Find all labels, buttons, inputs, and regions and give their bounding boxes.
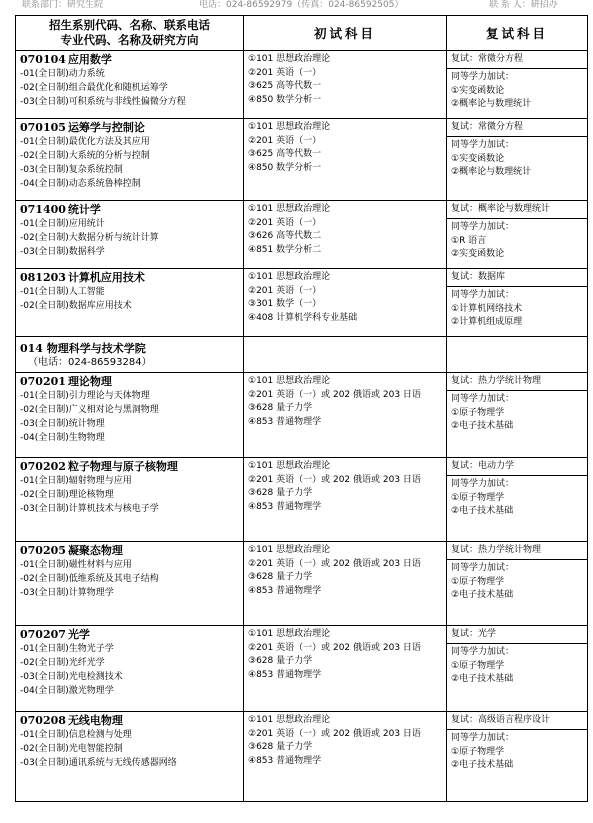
extra-test-subject: ②电子技术基础 — [451, 674, 514, 685]
col-header-program-line2: 专业代码、名称及研究方向 — [60, 33, 199, 47]
exam-subject: ②201 英语（一） — [248, 67, 322, 78]
research-direction: -02(全日制)理论核物理 — [20, 490, 114, 500]
initial-exam-cell — [244, 712, 447, 802]
exam-subject: ③628 量子力学 — [248, 572, 313, 583]
exam-subject: ①101 思想政治理论 — [248, 204, 331, 214]
exam-subject: ④850 数学分析一 — [248, 94, 322, 105]
major-name: 凝聚态物理 — [67, 544, 123, 557]
extra-test-subject: ②电子技术基础 — [451, 760, 514, 771]
major-code: 070202 — [20, 460, 66, 473]
retest-subject: 复试：概率论与数理统计 — [447, 201, 587, 219]
major-title — [20, 203, 243, 217]
research-direction: -02(全日制)大系统的分析与控制 — [20, 151, 150, 161]
extra-test-title: 同等学力加试： — [451, 290, 515, 300]
contact-phone: 电话：024-86592979（传真：024-86592505） — [199, 0, 404, 10]
major-name: 计算机应用技术 — [67, 271, 145, 284]
exam-subject: ①101 思想政治理论 — [248, 376, 331, 386]
table-header-row — [16, 16, 588, 51]
extra-test-title: 同等学力加试： — [451, 563, 515, 573]
exam-subject: ④408 计算机学科专业基础 — [248, 312, 358, 323]
extra-test-title: 同等学力加试： — [451, 140, 515, 150]
major-name: 理论物理 — [67, 375, 112, 388]
major-row — [16, 458, 588, 542]
extra-test-subject: ①原子物理学 — [451, 407, 505, 418]
exam-subject: ③628 量子力学 — [248, 742, 313, 753]
extra-test-block — [447, 730, 587, 773]
college-phone: （电话：024-86593284） — [28, 357, 152, 368]
research-direction: -01(全日制)辐射物理与应用 — [20, 476, 132, 486]
exam-subject: ③301 数学（一） — [248, 299, 322, 310]
research-direction: -03(全日制)通讯系统与无线传感器网络 — [20, 758, 177, 768]
research-direction: -04(全日制)生物物理 — [20, 433, 105, 443]
exam-subject: ②201 英语（一） — [248, 135, 322, 146]
exam-subject: ④851 数学分析二 — [248, 244, 322, 255]
extra-test-subject: ②概率论与数理统计 — [451, 167, 532, 178]
research-direction: -04(全日制)激光物理学 — [20, 686, 114, 696]
major-title — [20, 714, 243, 728]
major-title — [20, 121, 243, 135]
major-code: 070208 — [20, 714, 66, 727]
extra-test-subject: ①实变函数论 — [451, 85, 505, 96]
extra-test-subject: ①原子物理学 — [451, 576, 505, 587]
retest-cell — [447, 626, 588, 712]
exam-subject: ①101 思想政治理论 — [248, 272, 331, 282]
extra-test-subject: ②电子技术基础 — [451, 506, 514, 517]
initial-exam-cell — [244, 51, 447, 119]
col-header-retest: 复试科目 — [447, 16, 588, 51]
exam-subject: ②201 英语（一）或 202 俄语或 203 日语 — [248, 474, 421, 485]
major-cell — [16, 373, 244, 458]
research-direction: -02(全日制)光纤光学 — [20, 658, 105, 668]
major-code: 070201 — [20, 375, 66, 388]
initial-exam-cell — [244, 119, 447, 201]
exam-subject: ①101 思想政治理论 — [248, 122, 331, 132]
major-name: 应用数学 — [67, 53, 112, 66]
extra-test-block — [447, 391, 587, 434]
research-direction: -03(全日制)统计物理 — [20, 419, 105, 429]
extra-test-block — [447, 644, 587, 687]
contact-department: 联系部门：研究生院 — [22, 0, 104, 10]
major-title — [20, 544, 243, 558]
retest-subject: 复试：热力学统计物理 — [447, 542, 587, 560]
exam-subject: ②201 英语（一） — [248, 285, 322, 296]
major-code: 070104 — [20, 53, 66, 66]
exam-subject: ②201 英语（一）或 202 俄语或 203 日语 — [248, 642, 421, 653]
exam-subject: ④853 普通物理学 — [248, 669, 322, 680]
major-code: 081203 — [20, 271, 66, 284]
research-direction: -01(全日制)人工智能 — [20, 287, 105, 297]
major-row — [16, 373, 588, 458]
research-direction: -01(全日制)磁性材料与应用 — [20, 560, 132, 570]
col-header-initial-exam: 初试科目 — [244, 16, 447, 51]
major-code: 071400 — [20, 203, 66, 216]
exam-subject: ④853 普通物理学 — [248, 501, 322, 512]
major-cell — [16, 201, 244, 269]
research-direction: -03(全日制)计算物理学 — [20, 588, 114, 598]
extra-test-title: 同等学力加试： — [451, 222, 515, 232]
retest-cell — [447, 542, 588, 626]
retest-cell — [447, 269, 588, 337]
major-name: 粒子物理与原子核物理 — [67, 460, 178, 473]
retest-cell — [447, 119, 588, 201]
exam-subject: ③628 量子力学 — [248, 403, 313, 414]
extra-test-subject: ②电子技术基础 — [451, 421, 514, 432]
page-header-bar — [0, 0, 593, 13]
college-row — [16, 337, 588, 373]
extra-test-title: 同等学力加试： — [451, 394, 515, 404]
extra-test-subject: ②计算机组成原理 — [451, 317, 523, 328]
research-direction: -01(全日制)最优化方法及其应用 — [20, 137, 150, 147]
extra-test-block — [447, 287, 587, 330]
retest-cell — [447, 51, 588, 119]
retest-subject: 复试：常微分方程 — [447, 119, 587, 137]
major-title — [20, 271, 243, 285]
initial-exam-cell — [244, 458, 447, 542]
major-title — [20, 375, 243, 389]
retest-subject: 复试：热力学统计物理 — [447, 373, 587, 391]
major-cell — [16, 119, 244, 201]
major-title — [20, 628, 243, 642]
retest-cell — [447, 458, 588, 542]
college-empty-cell — [244, 337, 447, 373]
exam-subject: ②201 英语（一）或 202 俄语或 203 日语 — [248, 389, 421, 400]
extra-test-title: 同等学力加试： — [451, 72, 515, 82]
research-direction: -01(全日制)引力理论与天体物理 — [20, 391, 150, 401]
major-row — [16, 119, 588, 201]
exam-subject: ③625 高等代数一 — [248, 81, 322, 92]
exam-subject: ①101 思想政治理论 — [248, 629, 331, 639]
major-title — [20, 460, 243, 474]
research-direction: -03(全日制)计算机技术与核电子学 — [20, 504, 159, 514]
extra-test-subject: ①原子物理学 — [451, 746, 505, 757]
initial-exam-cell — [244, 542, 447, 626]
initial-exam-cell — [244, 373, 447, 458]
exam-subject: ③628 量子力学 — [248, 488, 313, 499]
extra-test-block — [447, 476, 587, 519]
exam-subject: ③628 量子力学 — [248, 656, 313, 667]
research-direction: -03(全日制)数据科学 — [20, 247, 105, 257]
extra-test-block — [447, 560, 587, 603]
exam-subject: ①101 思想政治理论 — [248, 461, 331, 471]
research-direction: -02(全日制)数据库应用技术 — [20, 301, 132, 311]
extra-test-title: 同等学力加试： — [451, 733, 515, 743]
exam-subject: ①101 思想政治理论 — [248, 715, 331, 725]
research-direction: -03(全日制)可积系统与非线性偏微分方程 — [20, 97, 186, 107]
research-direction: -01(全日制)生物光子学 — [20, 644, 114, 654]
retest-cell — [447, 373, 588, 458]
research-direction: -03(全日制)光电检测技术 — [20, 672, 123, 682]
major-code: 070207 — [20, 628, 66, 641]
major-name: 光学 — [67, 628, 90, 641]
extra-test-block — [447, 137, 587, 180]
exam-subject: ④850 数学分析一 — [248, 162, 322, 173]
college-name: 014 物理科学与技术学院 — [20, 342, 146, 355]
initial-exam-cell — [244, 201, 447, 269]
college-empty-cell — [447, 337, 588, 373]
retest-subject: 复试：常微分方程 — [447, 51, 587, 69]
research-direction: -03(全日制)复杂系统控制 — [20, 165, 123, 175]
extra-test-subject: ①原子物理学 — [451, 492, 505, 503]
major-cell — [16, 269, 244, 337]
major-name: 统计学 — [67, 203, 101, 216]
research-direction: -01(全日制)应用统计 — [20, 219, 105, 229]
exam-subject: ①101 思想政治理论 — [248, 54, 331, 64]
retest-subject: 复试：光学 — [447, 626, 587, 644]
research-direction: -02(全日制)组合最优化和随机运筹学 — [20, 83, 168, 93]
research-direction: -02(全日制)大数据分析与统计计算 — [20, 233, 159, 243]
initial-exam-cell — [244, 626, 447, 712]
major-cell — [16, 542, 244, 626]
extra-test-block — [447, 69, 587, 112]
major-name: 无线电物理 — [67, 714, 123, 727]
research-direction: -04(全日制)动态系统鲁棒控制 — [20, 179, 141, 189]
exam-subject: ③626 高等代数二 — [248, 231, 322, 242]
research-direction: -02(全日制)广义相对论与黑洞物理 — [20, 405, 159, 415]
retest-cell — [447, 201, 588, 269]
extra-test-subject: ②实变函数论 — [451, 249, 505, 260]
major-cell — [16, 458, 244, 542]
college-cell — [16, 337, 244, 373]
retest-subject: 复试：高级语言程序设计 — [447, 712, 587, 730]
col-header-program — [16, 16, 244, 51]
extra-test-subject: ②电子技术基础 — [451, 590, 514, 601]
major-row — [16, 51, 588, 119]
extra-test-subject: ①原子物理学 — [451, 660, 505, 671]
major-name: 运筹学与控制论 — [67, 121, 145, 134]
major-code: 070205 — [20, 544, 66, 557]
research-direction: -02(全日制)低维系统及其电子结构 — [20, 574, 159, 584]
major-row — [16, 269, 588, 337]
exam-subject: ②201 英语（一）或 202 俄语或 203 日语 — [248, 558, 421, 569]
extra-test-subject: ①R 语言 — [451, 235, 487, 246]
exam-subject: ②201 英语（一）或 202 俄语或 203 日语 — [248, 728, 421, 739]
major-row — [16, 542, 588, 626]
exam-subject: ②201 英语（一） — [248, 217, 322, 228]
major-title — [20, 53, 243, 67]
catalog-body — [16, 51, 588, 802]
exam-subject: ④853 普通物理学 — [248, 416, 322, 427]
extra-test-title: 同等学力加试： — [451, 479, 515, 489]
exam-subject: ④853 普通物理学 — [248, 585, 322, 596]
major-code: 070105 — [20, 121, 66, 134]
contact-person: 联 系 人：研招办 — [489, 0, 558, 10]
research-direction: -01(全日制)信息检测与处理 — [20, 730, 132, 740]
retest-cell — [447, 712, 588, 802]
major-row — [16, 626, 588, 712]
extra-test-subject: ①计算机网络技术 — [451, 303, 523, 314]
major-cell — [16, 51, 244, 119]
extra-test-title: 同等学力加试： — [451, 647, 515, 657]
major-row — [16, 712, 588, 802]
extra-test-subject: ②概率论与数理统计 — [451, 99, 532, 110]
initial-exam-cell — [244, 269, 447, 337]
exam-subject: ③625 高等代数一 — [248, 149, 322, 160]
major-row — [16, 201, 588, 269]
research-direction: -02(全日制)光电智能控制 — [20, 744, 123, 754]
retest-subject: 复试：数据库 — [447, 269, 587, 287]
exam-subject: ①101 思想政治理论 — [248, 545, 331, 555]
catalog-table — [15, 15, 588, 802]
exam-subject: ④853 普通物理学 — [248, 755, 322, 766]
col-header-program-line1: 招生系别代码、名称、联系电话 — [49, 18, 210, 32]
major-cell — [16, 626, 244, 712]
research-direction: -01(全日制)动力系统 — [20, 69, 105, 79]
extra-test-block — [447, 219, 587, 262]
major-cell — [16, 712, 244, 802]
retest-subject: 复试：电动力学 — [447, 458, 587, 476]
extra-test-subject: ①实变函数论 — [451, 153, 505, 164]
